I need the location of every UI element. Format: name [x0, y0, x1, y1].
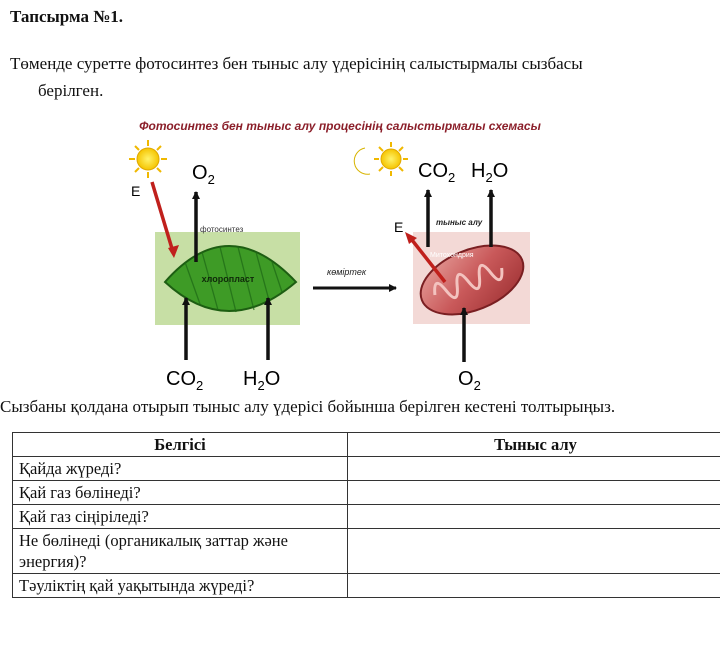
h2o-in-label: $H_2O$: [243, 368, 281, 393]
intro-line-2: берілген.: [38, 81, 104, 100]
energy-label-left: E: [131, 183, 141, 199]
answer-cell[interactable]: [348, 457, 720, 481]
carbon-label: көміртек: [327, 267, 367, 277]
intro-line-1: Төменде суретте фотосинтез бен тыныс алу үдерісінің салыстырмалы сызбасы: [10, 54, 583, 73]
table-header-row: [13, 433, 720, 457]
task-intro: [10, 50, 700, 104]
answer-cell[interactable]: [348, 481, 720, 505]
mitochondrion-label: Митохондрия: [430, 252, 474, 259]
respiration-table: [12, 432, 720, 598]
row-label: Қай газ сіңіріледі?: [13, 505, 348, 529]
respiration-label: тыныс алу: [436, 218, 483, 227]
moon-icon: [354, 148, 370, 174]
task-title: Тапсырма №1.: [10, 7, 124, 26]
table-row: [13, 529, 720, 574]
h2o-out-label: $H_2O$: [471, 160, 509, 185]
chloroplast-label: хлоропласт: [201, 274, 255, 284]
row-label: Қай газ бөлінеді?: [13, 481, 348, 505]
energy-label-right: E: [394, 219, 404, 235]
sun-icon-right: [374, 142, 408, 176]
row-label: Тәуліктің қай уақытында жүреді?: [13, 574, 348, 598]
diagram-heading: Фотосинтез бен тыныс алу процесінің салыстырмалы схемасы: [139, 119, 541, 133]
answer-cell[interactable]: [348, 529, 720, 574]
comparison-diagram: [0, 112, 720, 397]
instruction-text: Сызбаны қолдана отырып тыныс алу үдерісі бойынша берілген кестені толтырыңыз.: [0, 397, 616, 416]
table-row: [13, 574, 720, 598]
o2-in-label: $O_2$: [458, 368, 481, 393]
header-feature: Белгісі: [13, 433, 348, 457]
co2-in-label: $CO_2$: [166, 368, 204, 393]
table-row: [13, 481, 720, 505]
table-row: [13, 505, 720, 529]
row-label: Не бөлінеді (органикалық заттар және энергия)?: [13, 529, 348, 574]
o2-out-label: $O_2$: [192, 162, 215, 187]
answer-cell[interactable]: [348, 574, 720, 598]
row-label: Қайда жүреді?: [13, 457, 348, 481]
photosynthesis-label: фотосинтез: [200, 225, 244, 234]
answer-cell[interactable]: [348, 505, 720, 529]
co2-out-label: $CO_2$: [418, 160, 456, 185]
sun-icon: [129, 140, 167, 178]
header-respiration: Тыныс алу: [348, 433, 720, 457]
table-row: [13, 457, 720, 481]
